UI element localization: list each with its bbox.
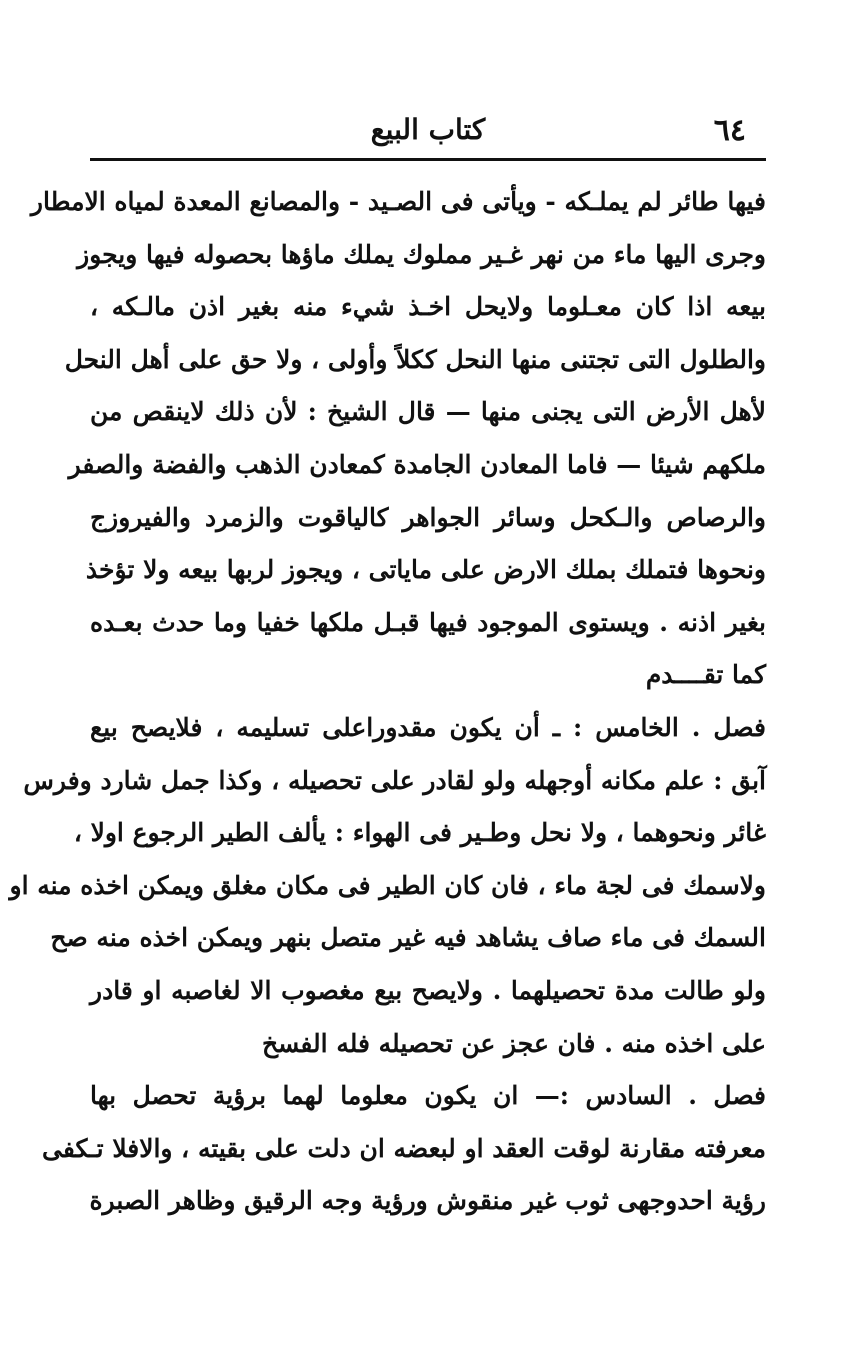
text-line: على اخذه منه . فان عجز عن تحصيله فله الفسخ [261,1028,766,1058]
text-line: كما تقــــدم [645,660,766,690]
text-line: غائر ونحوهما ، ولا نحل وطـير فى الهواء : يألف الطير الرجوع اولا ، [73,818,766,848]
text-line: ونحوها فتملك بملك الارض على ماياتى ، ويجوز لربها بيعه ولا تؤخذ [85,555,766,585]
section-heading-line: فصل . الخامس : ـ أن يكون مقدوراعلى تسليمه ، فلايصح بيع [90,712,766,742]
text-line: رؤية احدوجهى ثوب غير منقوش ورؤية وجه الرقيق وظاهر الصبرة [89,1186,766,1216]
text-line: فيها طائر لم يملـكه - ويأتى فى الصـيد - والمصانع المعدة لمياه الامطار [30,187,766,216]
page-header [92,108,764,152]
text-line: معرفته مقارنة لوقت العقد او لبعضه ان دلت على بقيته ، والافلا تـكفى [42,1133,766,1163]
text-line: بيعه اذا كان معـلوما ولايحل اخـذ شيء منه بغير اذن مالـكه ، [90,292,766,322]
text-line: ولو طالت مدة تحصيلهما . ولايصح بيع مغصوب الا لغاصبه او قادر [90,975,766,1005]
section-heading-line: فصل . السادس :— ان يكون معلوما لهما برؤية تحصل بها [90,1081,766,1111]
text-line: لأهل الأرض التى يجنى منها — قال الشيخ : لأن ذلك لاينقص من [90,397,766,427]
text-line: السمك فى ماء صاف يشاهد فيه غير متصل بنهر ويمكن اخذه منه صح [50,923,766,953]
page-number: ٦٤ [713,113,746,148]
text-line: والرصاص والـكحل وسائر الجواهر كالياقوت والزمرد والفيروزج [90,502,766,532]
text-line: بغير اذنه . ويستوى الموجود فيها قبـل ملكها خفيا وما حدث بعـده [90,607,766,637]
text-line: ملكهم شيئا — فاما المعادن الجامدة كمعادن الذهب والفضة والصفر [68,449,766,479]
text-line: والطلول التى تجتنى منها النحل ككلاً وأولى ، ولا حق على أهل النحل [64,344,766,374]
running-title: كتاب البيع [370,113,486,146]
text-line: آبق : علم مكانه أوجهله ولو لقادر على تحصيله ، وكذا جمل شارد وفرس [23,765,766,795]
text-line: ولاسمك فى لجة ماء ، فان كان الطير فى مكان مغلق ويمكن اخذه منه او [9,870,766,900]
body-text [9,176,766,1228]
header-rule [90,158,766,161]
text-line: وجرى اليها ماء من نهر غـير مملوك يملك ماؤها بحصوله فيها ويجوز [77,239,766,269]
